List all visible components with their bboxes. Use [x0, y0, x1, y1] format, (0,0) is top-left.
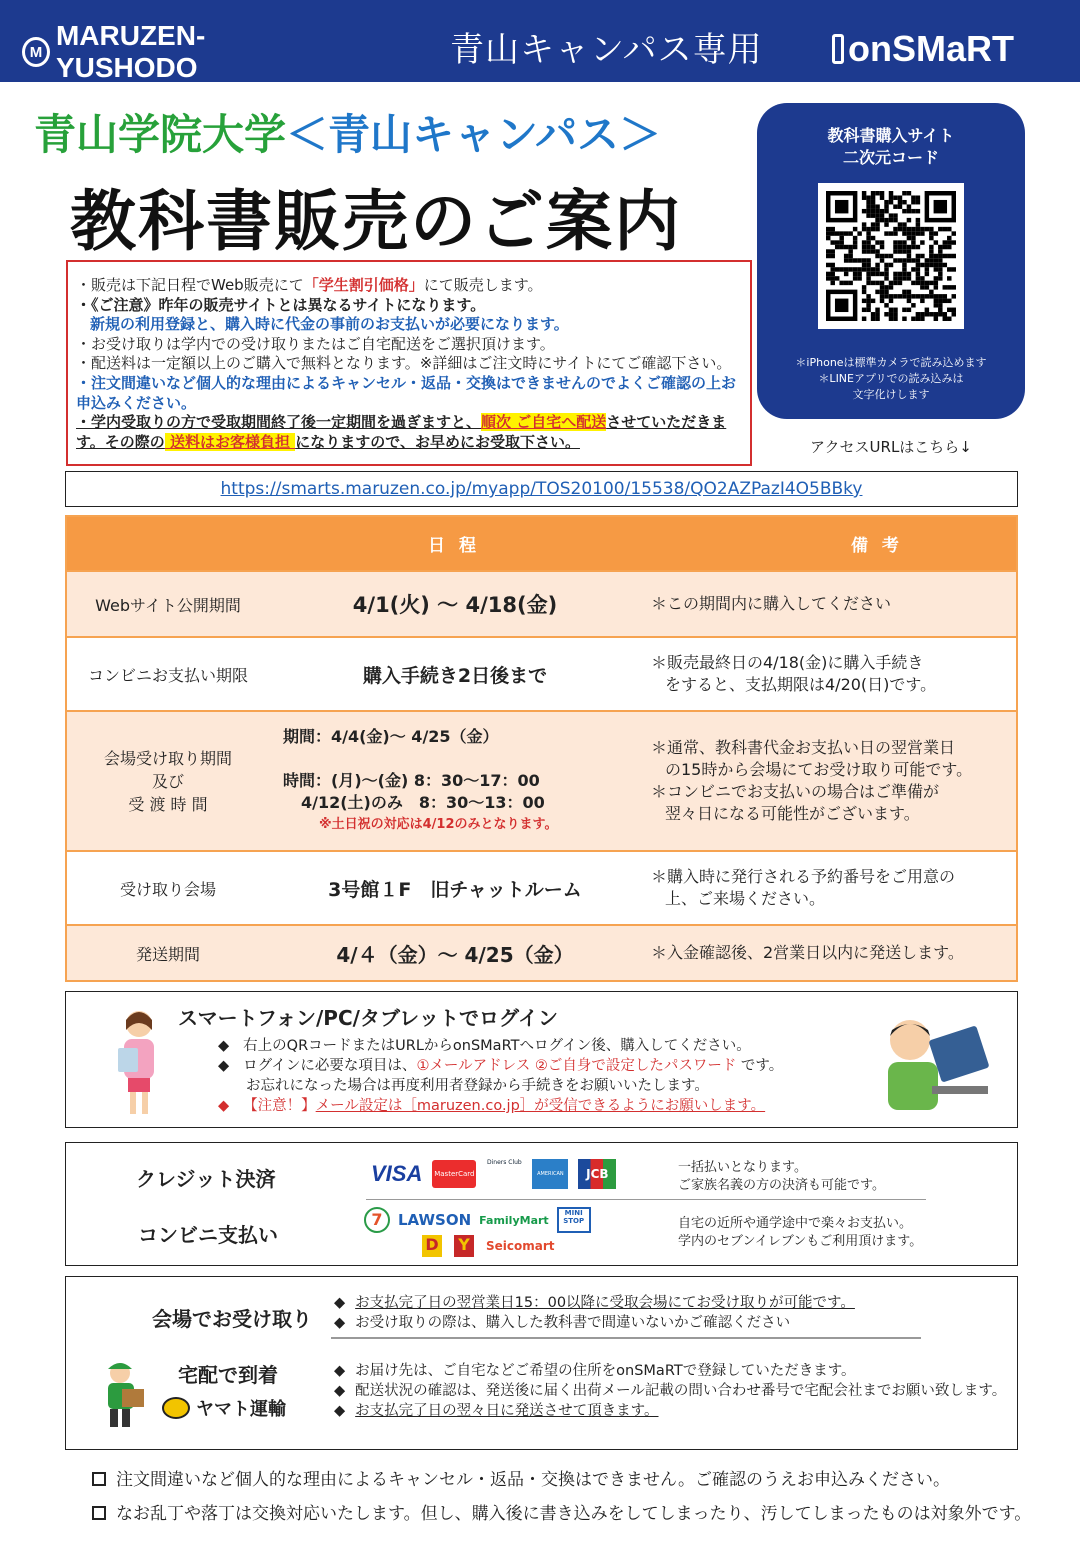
notice-box: ・販売は下記日程でWeb販売にて「学生割引価格」にて販売します。 ・《ご注意》昨年の販売サイトとは異なるサイトになります。 新規の利用登録と、購入時に代金の事前のお支払いが必要になります。 ・お受け取りは学内での受け取りまたはご自宅配送をご選択頂けます。 ・配送料は一定額以上のご購入で無料となります。※詳細はご注文時にサイトにてご確認下さい。 ・注文間違いなど個人的な理由によるキャンセル・返品・交換はできませんのでよくご確認の上お申込みください。 ・学内受取りの方で受取期間終了後一定期間を過ぎますと、順次 ご自宅へ配送させていただきます。その際の 送料はお客様負担 になりますので、お早めにお受取下さい。 — [66, 260, 752, 466]
footer-note-1: 注文間違いなど個人的な理由によるキャンセル・返品・交換はできません。ご確認のうえお申込みください。 — [92, 1465, 950, 1490]
familymart-logo: FamilyMart — [479, 1213, 549, 1227]
seven-eleven-logo: 7 — [364, 1207, 390, 1233]
footer-note-2: なお乱丁や落丁は交換対応いたします。但し、購入後に書き込みをしてしまったり、汚してしまったものは対象外です。 — [92, 1499, 1031, 1524]
woman-tablet-icon — [114, 1006, 164, 1118]
table-row: 受け取り会場 3号館１F 旧チャットルーム ＊購入時に発行される予約番号をご用意の 上、ご来場ください。 — [67, 850, 1016, 924]
qr-code-icon — [826, 191, 956, 321]
university-title: 青山学院大学＜青山キャンパス＞ — [34, 110, 662, 159]
yamazaki-logo: Y — [454, 1235, 474, 1257]
table-row: 発送期間 4/４（金）～ 4/25（金） ＊入金確認後、2営業日以内に発送します。 — [67, 924, 1016, 980]
qr-code[interactable] — [818, 183, 964, 329]
site-url-link[interactable]: https://smarts.maruzen.co.jp/myapp/TOS20100/15538/QO2AZPazI4O5BBky — [65, 471, 1018, 507]
header-title: 青山キャンパス専用 — [450, 30, 763, 70]
delivery-man-icon — [98, 1359, 150, 1429]
amex-logo: AMERICAN EXPRESS — [532, 1159, 568, 1189]
daily-yamazaki-logo: D — [422, 1235, 442, 1257]
table-row: 会場受け取り期間 及び 受 渡 時 間 期間：4/4(金)～ 4/25（金） 時間：(月)～(金) 8：30～17：00 4/12(土)のみ 8：30～13：00 ※土日祝の対応は4/12のみとなります。 ＊通常、教科書代金お支払い日の翌営業日 の15時から会場にてお受け取り可能です。 ＊コンビニでお支払いの場合はご準備が 翌々日になる可能性がございます。 — [67, 710, 1016, 850]
page-title: 教科書販売のご案内 — [70, 183, 682, 260]
lawson-logo: LAWSON — [398, 1211, 472, 1229]
checkbox-icon — [92, 1472, 106, 1486]
access-url-label: アクセスURLはこちら↓ — [810, 438, 972, 456]
man-laptop-icon — [872, 1010, 992, 1118]
table-header: 日 程 備 考 — [67, 517, 1016, 570]
seicomart-logo: Seicomart — [486, 1239, 555, 1253]
qr-panel: 教科書購入サイト 二次元コード ＊iPhoneは標準カメラで読み込めます ＊LINEアプリでの読み込みは 文字化けします — [757, 103, 1025, 419]
yamato-cat-icon — [162, 1397, 190, 1419]
payment-box: クレジット決済 コンビニ支払い VISA MasterCard Diners Club AMERICAN EXPRESS JCB 7 LAWSON FamilyMart MINI STOP D Y Seicomart 一括払いとなります。 ご家族名義の方の決済も可能です。 自宅の近所や通学途中で楽々お支払い。 学内のセブンイレブンもご利用頂けます。 — [65, 1142, 1018, 1266]
diners-logo: Diners Club — [486, 1159, 522, 1166]
mastercard-logo: MasterCard — [432, 1160, 476, 1188]
receive-box: 会場でお受け取り ◆ お支払完了日の翌営業日15：00以降に受取会場にてお受け取りが可能です。 ◆ お受け取りの際は、購入した教科書で間違いないかご確認ください 宅配で到着 ヤマト運輸 ◆ お届け先は、ご自宅などご希望の住所をonSMaRTで登録していただきます。 ◆ 配送状況の確認は、発送後に届く出荷メール記載の問い合わせ番号で宅配会社までお願い致します。 ◆ お支払完了日の翌々日に発送させて頂きます。 — [65, 1276, 1018, 1450]
brand-mark-icon: M — [22, 37, 50, 67]
checkbox-icon — [92, 1506, 106, 1520]
jcb-logo: JCB — [578, 1159, 616, 1189]
table-row: コンビニお支払い期限 購入手続き2日後まで ＊販売最終日の4/18(金)に購入手続き をすると、支払期限は4/20(日)です。 — [67, 636, 1016, 710]
ministop-logo: MINI STOP — [557, 1207, 591, 1233]
schedule-table — [65, 515, 1018, 982]
onsmart-logo: onSMaRT — [832, 28, 1014, 70]
phone-icon — [832, 34, 844, 64]
visa-logo: VISA — [371, 1161, 423, 1186]
login-box: スマートフォン/PC/タブレットでログイン ◆ 右上のQRコードまたはURLからonSMaRTへログイン後、購入してください。 ◆ ログインに必要な項目は、①メールアドレス ②ご自身で設定したパスワード です。 お忘れになった場合は再度利用者登録から手続きをお願いいたします。 ◆ 【注意！】メール設定は［maruzen.co.jp］が受信できるようにお願いします。 — [65, 991, 1018, 1128]
maruzen-logo: M MARUZEN-YUSHODO — [22, 30, 322, 74]
table-row: Webサイト公開期間 4/1(火) ～ 4/18(金) ＊この期間内に購入してください — [67, 570, 1016, 636]
